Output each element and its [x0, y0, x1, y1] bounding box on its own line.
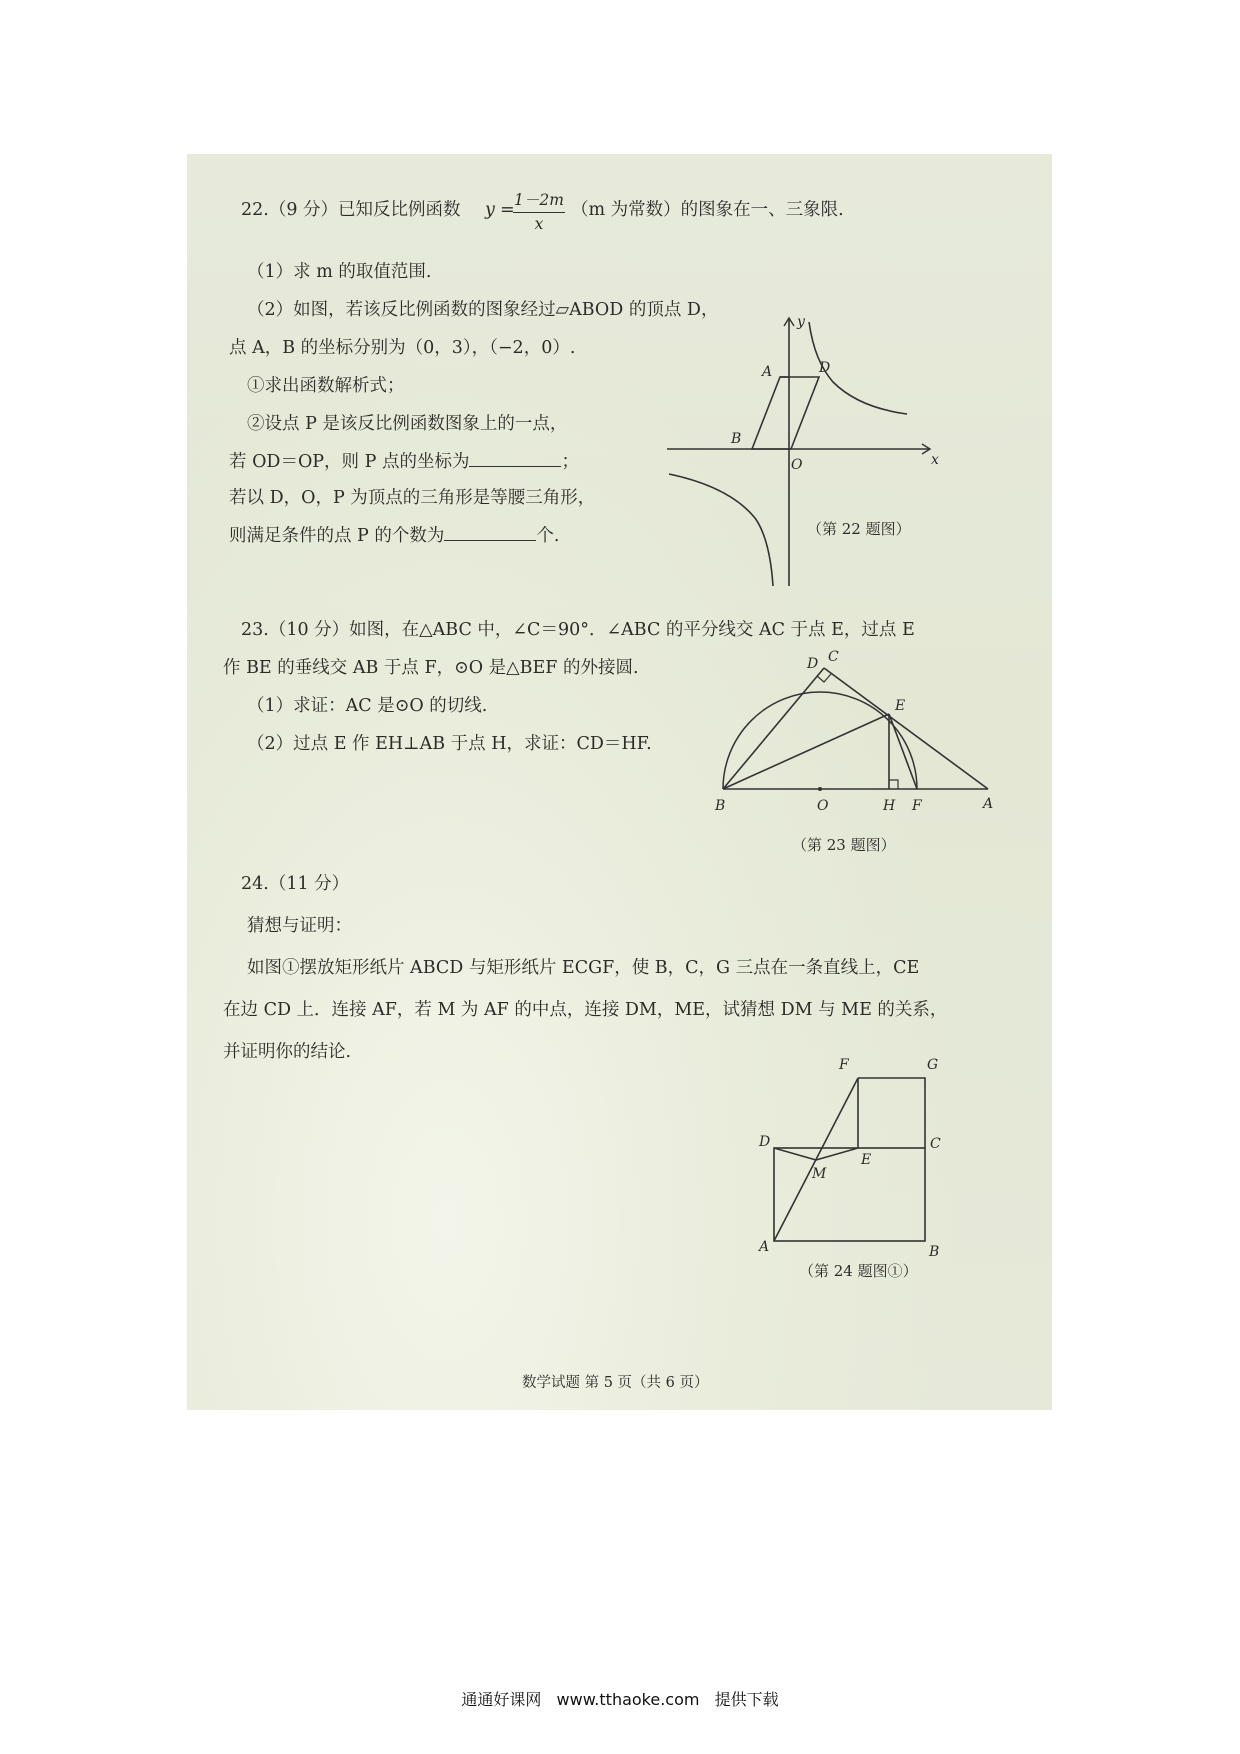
- exam-page-photo: 22.（9 分）已知反比例函数 y = 1－2m x （m 为常数）的图象在一、三象限. （1）求 m 的取值范围. （2）如图，若该反比例函数的图象经过▱ABOD 的顶点 D， 点 A，B 的坐标分别为（0，3），（−2，0）. ①求出函数解析式； ②设点 P 是该反比例函数图象上的一点， 若 OD＝OP，则 P 点的坐标为 ； 若以 D，O，P 为顶点的三角形是等腰三角形， 则满足条件的点 P 的个数为 个. B A D O x y （第 22 题图） 23.（10 分）如图，在△ABC 中，∠C＝90°．∠ABC 的平分线交 AC 于点 E，过点 E 作 BE 的垂线交 AB 于点 F，⊙O 是△BEF 的外接圆. （1）求证：AC 是⊙O 的切线. （2）过点 E 作 EH⊥AB 于点 H，求证：CD＝HF. C D E B O H F A （第 23 题图） 24.（11 分） 猜想与证明： 如图①摆放矩形纸片 ABCD 与矩形纸片 ECGF，使 B，C，G 三点在一条直线上，CE 在边 CD 上．连接 AF，若 M 为 AF 的中点，连接 DM，ME，试猜想 DM 与 ME 的关系， 并证明你的结论. F G D E C M A B （第 24 题图①） 数学试题 第 5 页（共 6 页）: [187, 154, 1052, 1410]
- q23-figure: [707, 644, 1007, 819]
- point-b-label: B: [715, 798, 726, 814]
- point-b-label: B: [929, 1244, 940, 1260]
- q22-subpart1: ①求出函数解析式；: [247, 376, 405, 396]
- q23-heading: 23.（10 分）如图，在△ABC 中，∠C＝90°．∠ABC 的平分线交 AC 于点 E，过点 E: [241, 620, 915, 640]
- point-d-label: D: [807, 656, 819, 672]
- point-e-label: E: [861, 1152, 872, 1168]
- download-footer: [0, 1687, 1240, 1710]
- q22-heading-part2: （m 为常数）的图象在一、三象限.: [571, 200, 844, 220]
- q24-subtitle: 猜想与证明：: [247, 916, 352, 936]
- q24-line1: 如图①摆放矩形纸片 ABCD 与矩形纸片 ECGF，使 B，C，G 三点在一条直线上，CE: [247, 958, 920, 978]
- point-e-label: E: [895, 698, 906, 714]
- q22-od-op-line: 若 OD＝OP，则 P 点的坐标为 ；: [229, 452, 579, 472]
- q22-fraction-numerator: 1－2m: [514, 191, 564, 209]
- center-o-label: O: [817, 798, 829, 814]
- answer-blank[interactable]: [469, 452, 561, 467]
- q22-part1: （1）求 m 的取值范围.: [247, 262, 432, 282]
- point-d-label: D: [819, 360, 831, 376]
- q24-figure-caption: （第 24 题图①）: [799, 1262, 918, 1280]
- point-a-label: A: [759, 1239, 770, 1255]
- point-c-label: C: [828, 649, 839, 665]
- footer-url-link[interactable]: www.tthaoke.com: [556, 1690, 700, 1709]
- point-d-label: D: [759, 1134, 771, 1150]
- q24-figure: [757, 1044, 987, 1264]
- footer-site-name: 通通好课网: [461, 1690, 542, 1709]
- q22-isosceles-line: 若以 D，O，P 为顶点的三角形是等腰三角形，: [229, 488, 596, 508]
- point-a-label: A: [762, 364, 773, 380]
- q23-line2: 作 BE 的垂线交 AB 于点 F，⊙O 是△BEF 的外接圆.: [223, 658, 639, 678]
- q22-figure: [667, 314, 937, 594]
- q22-variable-y: y: [485, 200, 495, 220]
- answer-blank[interactable]: [444, 526, 536, 541]
- fraction-bar: [513, 212, 565, 213]
- q24-line3: 并证明你的结论.: [223, 1042, 352, 1062]
- q22-part2: （2）如图，若该反比例函数的图象经过▱ABOD 的顶点 D，: [247, 300, 719, 320]
- origin-label: O: [791, 457, 803, 473]
- q23-part2: （2）过点 E 作 EH⊥AB 于点 H，求证：CD＝HF.: [247, 734, 652, 754]
- q22-coordinates: 点 A，B 的坐标分别为（0，3），（−2，0）.: [229, 338, 576, 358]
- q22-count-line: 则满足条件的点 P 的个数为 个.: [229, 526, 560, 546]
- q24-heading: 24.（11 分）: [241, 874, 350, 894]
- footer-note: 提供下载: [714, 1690, 779, 1709]
- q22-figure-caption: （第 22 题图）: [807, 520, 911, 538]
- q22-fraction: [513, 188, 565, 233]
- q22-heading-part1: 22.（9 分）已知反比例函数: [241, 200, 461, 220]
- q22-subpart2: ②设点 P 是该反比例函数图象上的一点，: [247, 414, 568, 434]
- point-g-label: G: [927, 1057, 939, 1073]
- midpoint-m-label: M: [812, 1166, 827, 1182]
- x-axis-label: x: [931, 452, 939, 468]
- point-c-label: C: [930, 1136, 941, 1152]
- point-a-label: A: [983, 796, 994, 812]
- point-f-label: F: [839, 1057, 849, 1073]
- point-h-label: H: [883, 798, 896, 814]
- q24-line2: 在边 CD 上．连接 AF，若 M 为 AF 的中点，连接 DM，ME，试猜想 DM 与 ME 的关系，: [223, 1000, 948, 1020]
- q22-fraction-denominator: x: [534, 215, 544, 233]
- q23-part1: （1）求证：AC 是⊙O 的切线.: [247, 696, 488, 716]
- point-b-label: B: [731, 431, 742, 447]
- page-number-footer: 数学试题 第 5 页（共 6 页）: [522, 1375, 709, 1391]
- point-f-label: F: [912, 798, 922, 814]
- y-axis-label: y: [797, 314, 805, 330]
- q23-figure-caption: （第 23 题图）: [792, 836, 896, 854]
